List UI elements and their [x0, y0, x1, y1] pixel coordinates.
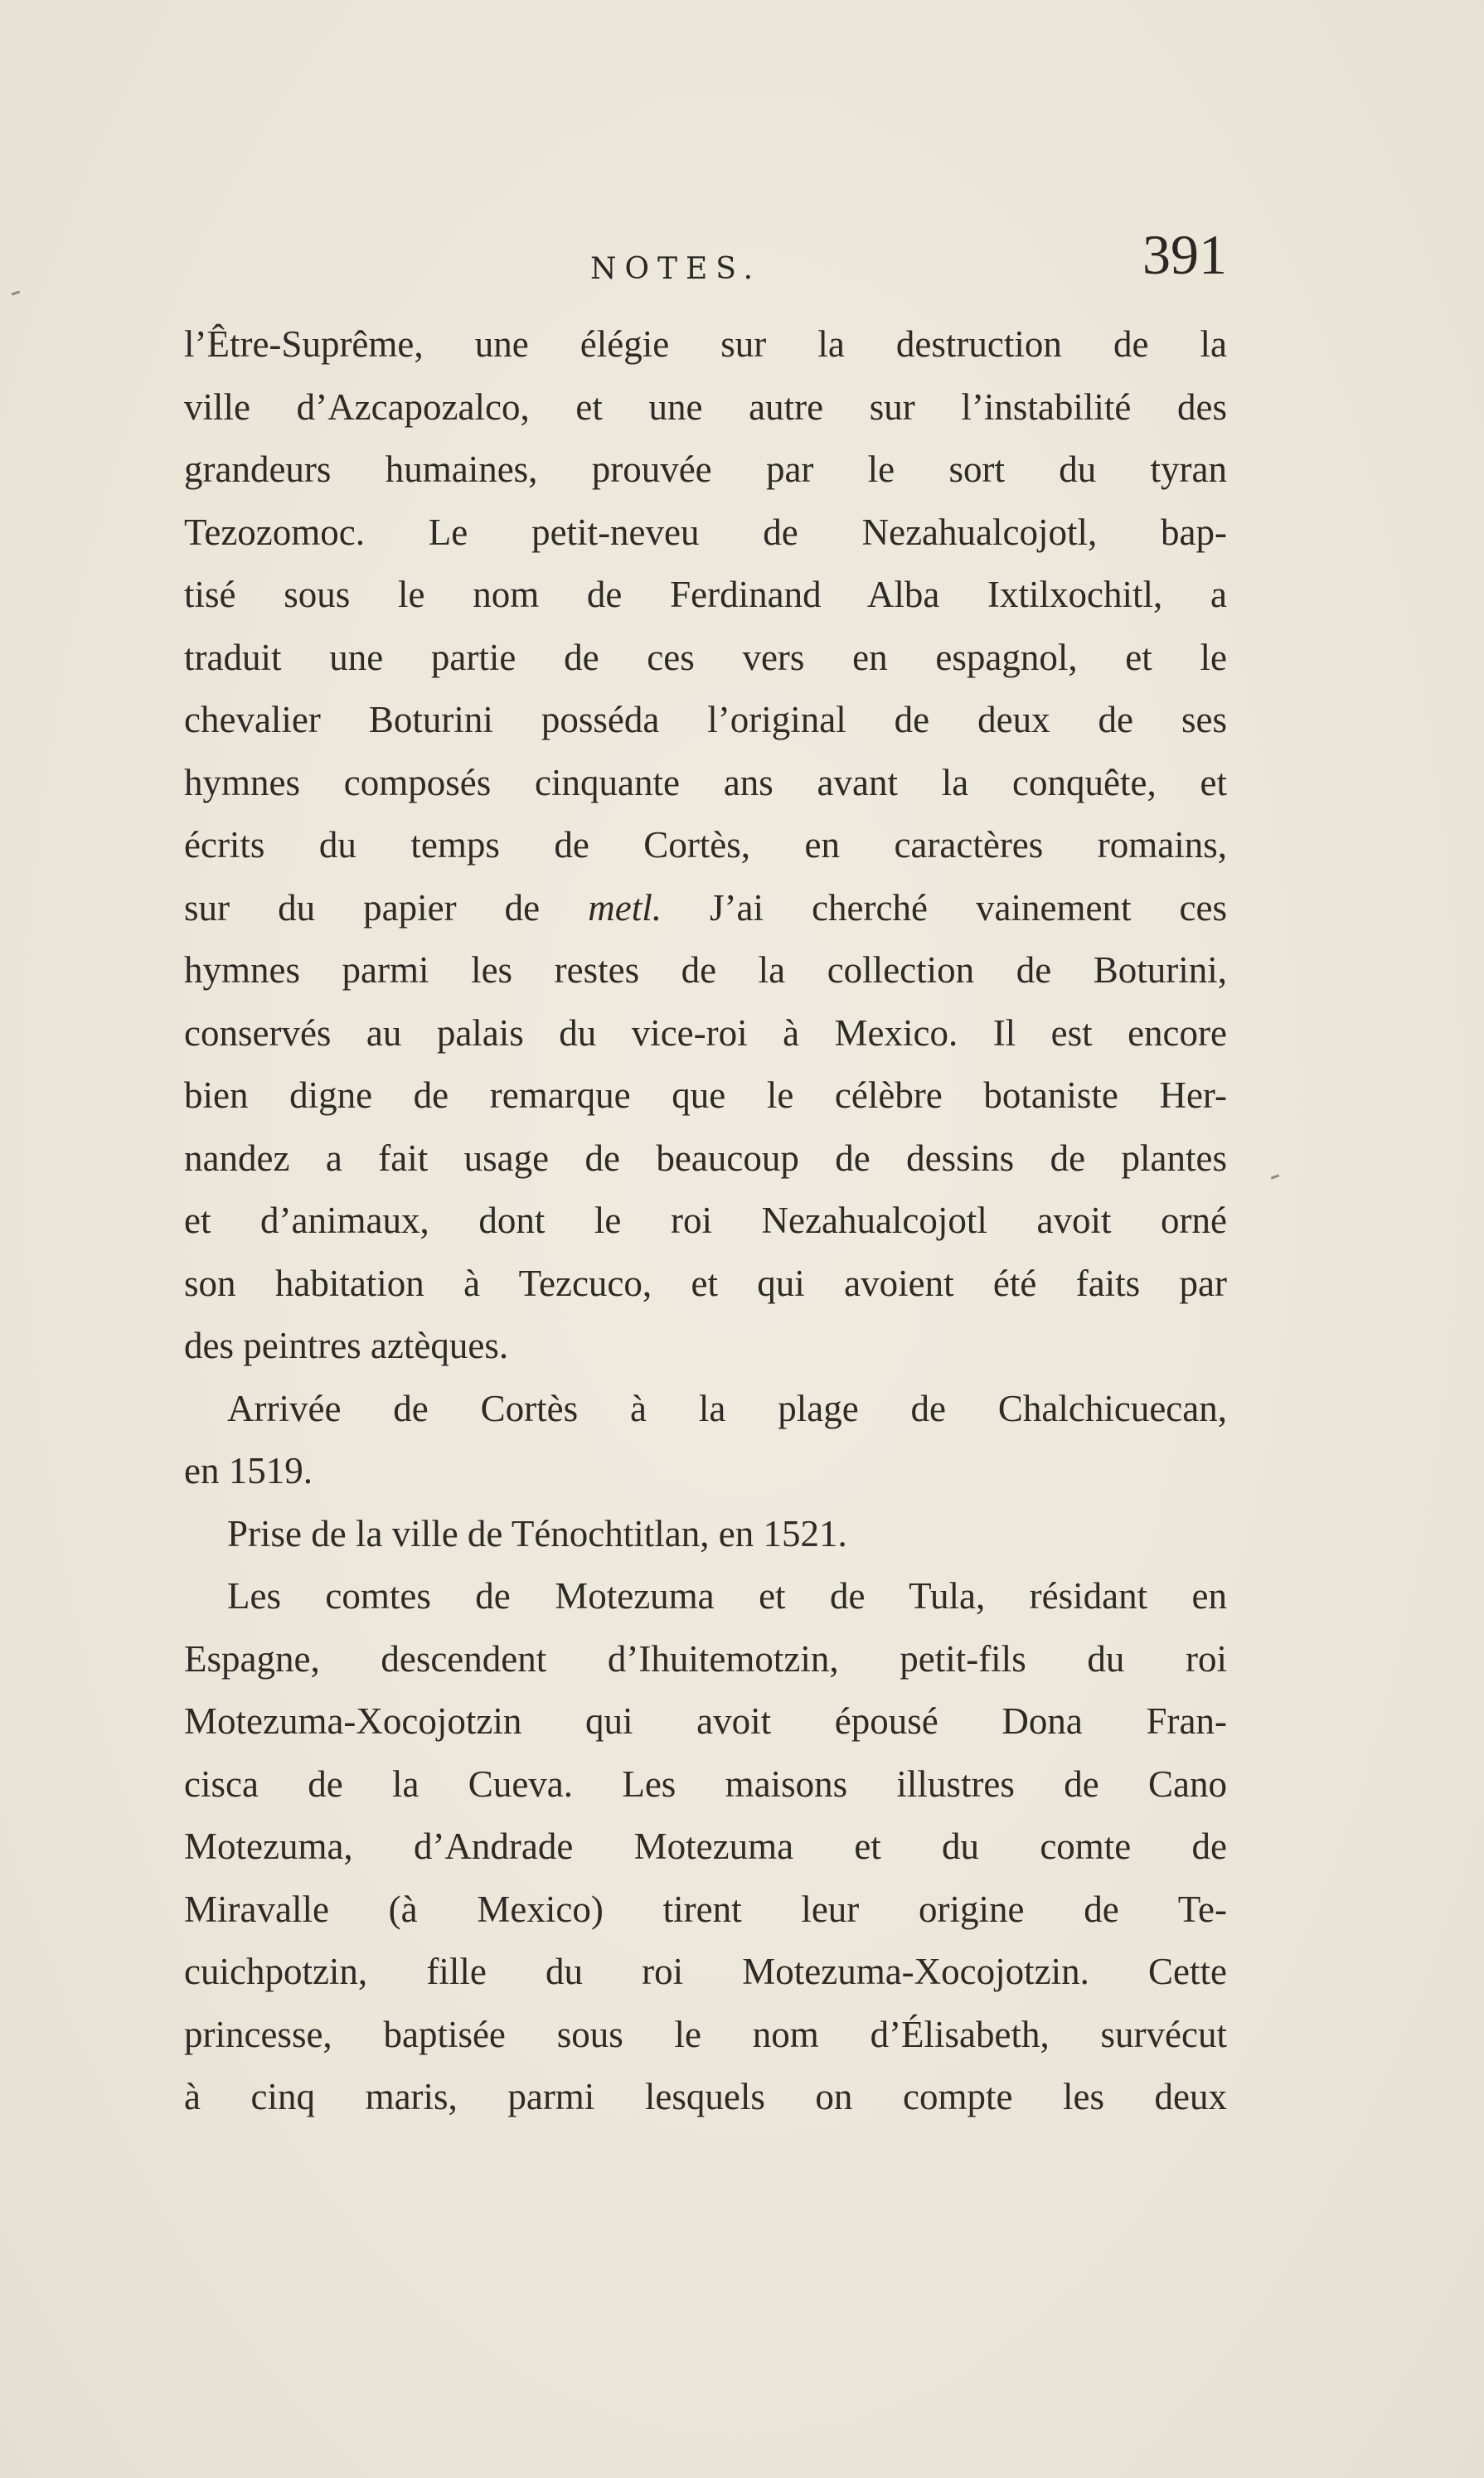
text-line: traduit une partie de ces vers en espagnol, et le	[184, 636, 1227, 678]
text-line: écrits du temps de Cortès, en caractères romains,	[184, 824, 1227, 866]
text-line: Espagne, descendent d’Ihuitemotzin, petit-fils du roi	[184, 1637, 1227, 1680]
running-title: NOTES.	[590, 252, 762, 286]
text-line: Les comtes de Motezuma et de Tula, résidant en	[227, 1575, 1227, 1617]
paragraph	[184, 1565, 1227, 2129]
text-line: grandeurs humaines, prouvée par le sort du tyran	[184, 449, 1227, 490]
text-line: Arrivée de Cortès à la plage de Chalchicuecan,	[227, 1387, 1227, 1429]
text-line: Miravalle (à Mexico) tirent leur origine de Te-	[184, 1888, 1227, 1930]
paper-speck	[1271, 1174, 1279, 1179]
text-line: nandez a fait usage de beaucoup de dessins de plantes	[184, 1137, 1227, 1179]
text-line: des peintres aztèques.	[184, 1325, 509, 1366]
text-line: sur du papier de metl. J’ai cherché vainement ces	[184, 886, 1227, 929]
text-line: ville d’Azcapozalco, et une autre sur l’instabilité des	[184, 386, 1227, 428]
text-line: tisé sous le nom de Ferdinand Alba Ixtilxochitl, a	[184, 574, 1227, 615]
paragraph	[184, 1503, 1227, 1566]
text-line: à cinq maris, parmi lesquels on compte les deux	[184, 2076, 1227, 2117]
text-line: l’Être-Suprême, une élégie sur la destruction de la	[184, 323, 1227, 365]
text-line: hymnes composés cinquante ans avant la conquête, et	[184, 761, 1227, 803]
paper-speck	[12, 290, 20, 295]
paragraph	[184, 313, 1227, 1378]
text-line: Motezuma, d’Andrade Motezuma et du comte de	[184, 1826, 1227, 1867]
text-line: hymnes parmi les restes de la collection de Boturini,	[184, 949, 1227, 991]
text-line: cuichpotzin, fille du roi Motezuma-Xocojotzin. Cette	[184, 1951, 1227, 1992]
text-line: cisca de la Cueva. Les maisons illustres de Cano	[184, 1763, 1227, 1805]
body-text	[184, 313, 1227, 2129]
text-line: Motezuma-Xocojotzin qui avoit épousé Dona Fran-	[184, 1700, 1227, 1742]
text-line: Tezozomoc. Le petit-neveu de Nezahualcojotl, bap-	[184, 511, 1227, 553]
text-line: bien digne de remarque que le célèbre botaniste Her-	[184, 1074, 1227, 1116]
text-line: en 1519.	[184, 1450, 313, 1491]
paragraph	[184, 1378, 1227, 1503]
page-header	[184, 222, 1227, 297]
text-line: son habitation à Tezcuco, et qui avoient été faits par	[184, 1262, 1227, 1304]
text-line: et d’animaux, dont le roi Nezahualcojotl avoit orné	[184, 1200, 1227, 1241]
text-line: Prise de la ville de Ténochtitlan, en 1521.	[227, 1512, 847, 1554]
text-line: chevalier Boturini posséda l’original de deux de ses	[184, 699, 1227, 740]
page-number: 391	[1142, 223, 1227, 286]
text-line: princesse, baptisée sous le nom d’Élisabeth, survécut	[184, 2013, 1227, 2055]
text-line: conservés au palais du vice-roi à Mexico. Il est encore	[184, 1011, 1227, 1054]
